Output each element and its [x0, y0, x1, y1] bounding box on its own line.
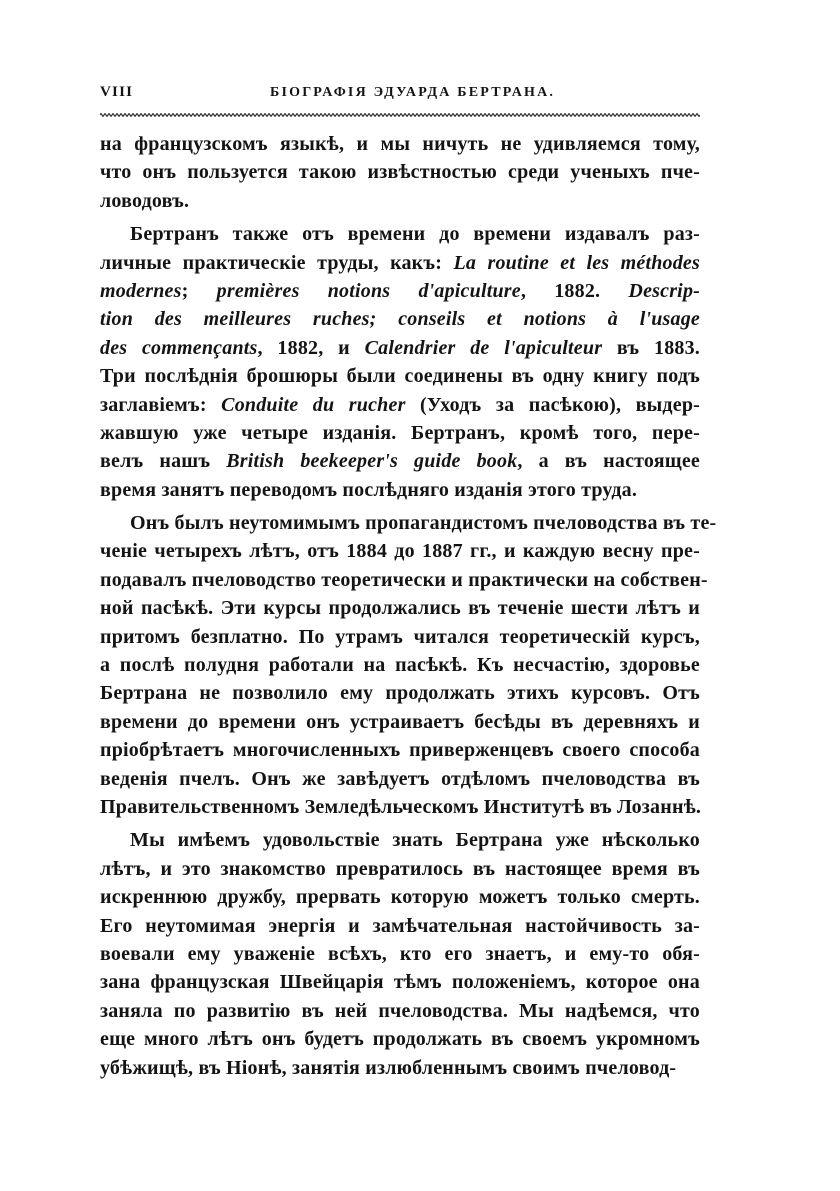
text-segment: Онъ былъ неутомимымъ пропагандистомъ пчеловодства въ те- [130, 512, 717, 535]
text-segment: ловодовъ. [100, 189, 190, 212]
book-page [100, 84, 717, 1087]
text-segment: велъ нашъ [100, 450, 227, 473]
text-segment: Три послѣднія брошюры были соединены въ одну книгу подъ [100, 365, 700, 388]
text-segment: въ 1883. [602, 336, 701, 359]
page-number: VIII [100, 84, 134, 100]
italic-title: British beekeeper's guide book [226, 450, 518, 473]
italic-title: premières notions d'apiculture [216, 279, 521, 302]
text-segment: пріобрѣтаетъ многочисленныхъ приверженцевъ своего способа [100, 739, 700, 762]
text-line [100, 391, 700, 419]
text-segment: заглавіемъ: [100, 393, 222, 416]
header-wavy-rule [100, 112, 700, 118]
text-segment: Его неутомимая энергія и замѣчательная настойчивость за- [100, 914, 700, 937]
text-segment: время занятъ переводомъ послѣдняго изданія этого труда. [100, 478, 638, 501]
paragraph [100, 509, 717, 821]
text-segment: Мы имѣемъ удовольствіе знать Бертрана уже нѣсколько [130, 829, 700, 852]
text-line [100, 476, 700, 504]
text-segment: искреннюю дружбу, прервать которую можетъ только смерть. [100, 886, 700, 909]
italic-title: des commençants [100, 336, 258, 359]
text-segment: убѣжищѣ, въ Ніонѣ, занятія излюбленнымъ своимъ пчеловод- [100, 1056, 677, 1079]
text-line [100, 912, 700, 940]
italic-title: La routine et les méthodes [453, 251, 700, 274]
text-segment: что онъ пользуется такою извѣстностью среди ученыхъ пче- [100, 161, 700, 184]
text-segment: ной пасѣкѣ. Эти курсы продолжались въ теченіе шести лѣтъ и [100, 597, 700, 620]
text-line [100, 651, 700, 679]
text-line [100, 997, 700, 1025]
text-line [100, 334, 700, 362]
text-line [100, 187, 700, 215]
text-segment: жавшую уже четыре изданія. Бертранъ, кромѣ того, пере- [100, 421, 700, 444]
text-line [100, 362, 700, 390]
text-segment: , 1882. [520, 279, 629, 302]
text-segment: зана французская Швейцарія тѣмъ положеніемъ, которое она [100, 971, 700, 994]
text-line [100, 158, 700, 186]
text-line [100, 566, 708, 594]
text-segment: подавалъ пчеловодство теоретически и практически на собствен- [100, 568, 708, 591]
text-segment: Бертранъ также отъ времени до времени издавалъ раз- [130, 223, 700, 246]
text-line [100, 220, 700, 248]
text-segment: заняла по развитію въ ней пчеловодства. Мы надѣемся, что [100, 999, 700, 1022]
text-line [100, 419, 700, 447]
text-line [100, 1054, 700, 1082]
text-line [100, 826, 700, 854]
italic-title: Conduite du rucher [221, 393, 406, 416]
text-segment: , а въ настоящее [517, 450, 701, 473]
text-line [100, 855, 700, 883]
text-line [100, 277, 700, 305]
text-segment: притомъ безплатно. По утрамъ читался теоретическій курсъ, [100, 625, 700, 648]
text-line [100, 594, 700, 622]
text-segment: (Уходъ за пасѣкою), выдер- [405, 393, 701, 416]
text-line [100, 623, 700, 651]
paragraph [100, 130, 700, 215]
running-title: БІОГРАФІЯ ЭДУАРДА БЕРТРАНА. [270, 85, 556, 100]
text-line [100, 708, 700, 736]
text-segment: времени до времени онъ устраиваетъ бесѣды въ деревняхъ и [100, 710, 700, 733]
text-line [100, 940, 700, 968]
text-segment: Бертрана не позволило ему продолжать этихъ курсовъ. Отъ [100, 682, 700, 705]
text-line [100, 537, 700, 565]
text-segment: Правительственномъ Земледѣльческомъ Институтѣ въ Лозаннѣ. [100, 795, 702, 818]
italic-title: Calendrier de l'apiculteur [364, 336, 603, 359]
italic-title: tion des meilleures ruches; conseils et notions à l'usage [100, 308, 700, 331]
text-segment: веденія пчелъ. Онъ же завѣдуетъ отдѣломъ пчеловодства въ [100, 767, 700, 790]
text-segment: , 1882, и [257, 336, 365, 359]
text-line [100, 679, 700, 707]
text-line [100, 1025, 700, 1053]
text-line [100, 883, 700, 911]
italic-title: Descrip- [628, 279, 701, 302]
page-header [100, 84, 700, 106]
text-line [100, 249, 700, 277]
text-line [100, 130, 700, 158]
text-line [100, 793, 700, 821]
text-line [100, 509, 717, 537]
italic-title: modernes [100, 279, 182, 302]
text-segment: личные практическіе труды, какъ: [100, 251, 454, 274]
paragraph [100, 220, 700, 504]
text-line [100, 765, 700, 793]
text-line [100, 305, 700, 333]
text-segment: лѣтъ, и это знакомство превратилось въ настоящее время въ [100, 857, 700, 880]
text-segment: воевали ему уваженіе всѣхъ, кто его знаетъ, и ему-то обя- [100, 942, 700, 965]
text-segment: а послѣ полудня работали на пасѣкѣ. Къ несчастію, здоровье [100, 654, 700, 677]
text-line [100, 968, 700, 996]
paragraph [100, 826, 700, 1082]
text-line [100, 736, 700, 764]
text-line [100, 447, 700, 475]
text-segment: еще много лѣтъ онъ будетъ продолжать въ своемъ укромномъ [100, 1028, 700, 1051]
body-text [100, 130, 717, 1082]
text-segment: ченіе четырехъ лѣтъ, отъ 1884 до 1887 гг., и каждую весну пре- [100, 540, 700, 563]
text-segment: ; [181, 279, 217, 302]
text-segment: на французскомъ языкѣ, и мы ничуть не удивляемся тому, [100, 133, 700, 155]
